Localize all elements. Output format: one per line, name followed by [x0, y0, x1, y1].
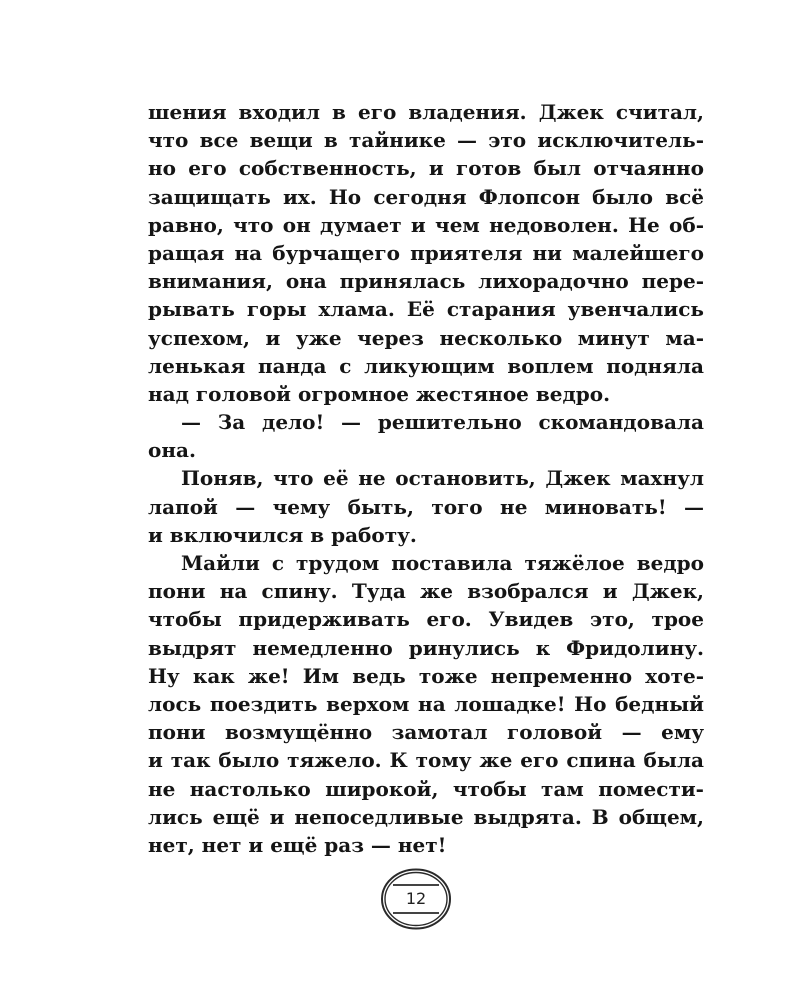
text-line: ленькая панда с ликующим воплем подняла — [148, 353, 704, 378]
text-line: ращая на бурчащего приятеля ни малейшего — [148, 240, 704, 265]
text-line: пони на спину. Туда же взобрался и Джек, — [148, 579, 704, 604]
text-line: — За дело! — решительно скомандовала — [181, 410, 704, 435]
text-line: лапой — чему быть, того не миновать! — — [148, 494, 704, 519]
body-text — [148, 98, 704, 859]
text-line: и так было тяжело. К тому же его спина была — [148, 748, 704, 773]
text-line: Майли с трудом поставила тяжёлое ведро — [181, 551, 704, 575]
text-line: чтобы придерживать его. Увидев это, трое — [148, 607, 704, 632]
text-line: защищать их. Но сегодня Флопсон было всё — [148, 184, 704, 209]
text-line: Ну как же! Им ведь тоже непременно хоте- — [148, 663, 704, 688]
text-line: нет, нет и ещё раз — нет! — [148, 832, 447, 857]
text-line: Поняв, что её не остановить, Джек махнул — [181, 466, 704, 491]
text-line: лись ещё и непоседливые выдрята. В общем, — [148, 804, 704, 829]
text-line: равно, что он думает и чем недоволен. Не об- — [148, 212, 704, 237]
text-line: рывать горы хлама. Её старания увенчались — [148, 297, 704, 322]
text-line: но его собственность, и готов был отчаянно — [148, 156, 704, 181]
text-line: выдрят немедленно ринулись к Фридолину. — [148, 635, 704, 660]
text-line: над головой огромное жестяное ведро. — [148, 381, 611, 406]
text-line: лось поездить верхом на лошадке! Но бедный — [148, 691, 704, 716]
page-number-badge — [379, 867, 453, 931]
page-number: 12 — [405, 889, 427, 908]
text-line: успехом, и уже через несколько минут ма- — [148, 325, 704, 350]
text-line: не настолько широкой, чтобы там помести- — [148, 776, 704, 801]
text-line: что все вещи в тайнике — это исключитель- — [148, 128, 704, 153]
text-line: шения входил в его владения. Джек считал, — [148, 100, 704, 124]
text-line: и включился в работу. — [148, 522, 417, 547]
text-line: внимания, она принялась лихорадочно пере- — [148, 269, 704, 294]
text-line: она. — [148, 438, 196, 463]
text-line: пони возмущённо замотал головой — ему — [148, 720, 704, 745]
